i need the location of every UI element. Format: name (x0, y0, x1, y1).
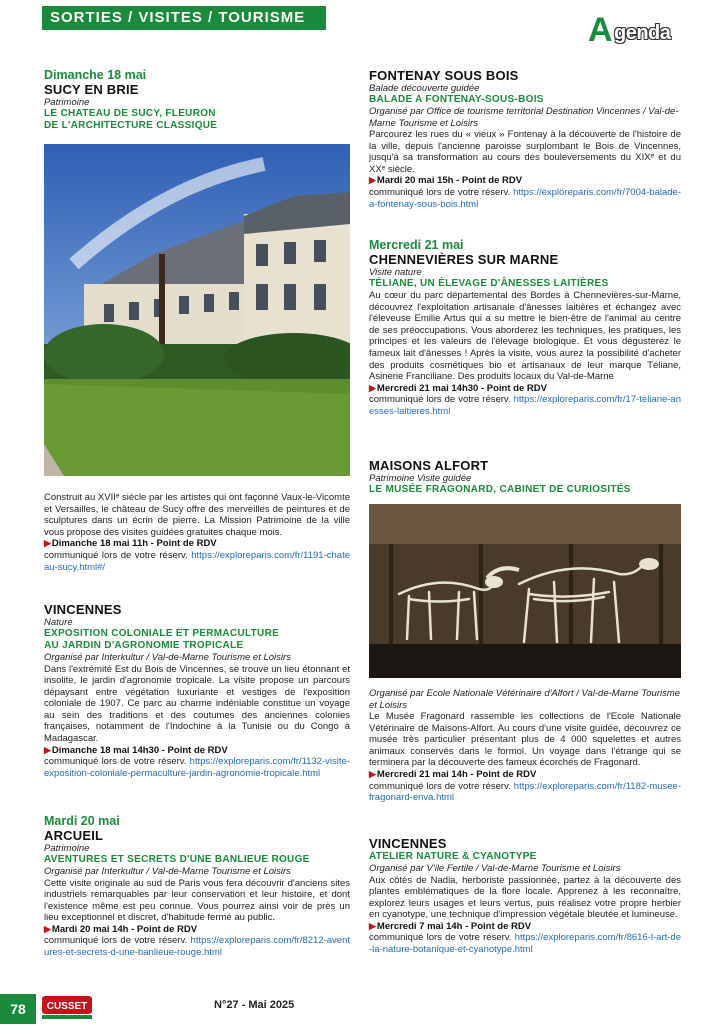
event-title: LE MUSÉE FRAGONARD, CABINET DE CURIOSITÉS (369, 484, 631, 495)
booking-text: communiqué lors de votre réserv. (369, 186, 511, 198)
triangle-icon: ▶ (369, 382, 376, 393)
event-category: Patrimoine Visite guidée (369, 473, 472, 484)
event-when-text: Dimanche 18 mai 11h - Point de RDV (51, 538, 217, 550)
event-organizer: Organisé par Interkultur / Val-de-Marne Tourisme et Loisirs (44, 652, 291, 663)
event-arcueil (44, 814, 350, 959)
event-when-text: Mercredi 21 mai 14h30 - Point de RDV (376, 382, 547, 394)
event-when-text: Mercredi 7 mai 14h - Point de RDV (376, 920, 532, 932)
event-description: Construit au XVIIᵉ siècle par les artistes qui ont façonné Vaux-le-Vicomte et Versailles, le château de Sucy offre des merveilles de peintures et de sculptures dans un écrin de pierre. La Mission Patrimoine de la ville vous propose des visites guidées gratuites chaque mois. (44, 492, 350, 538)
agenda-initial: A (588, 11, 613, 49)
section-banner: SORTIES / VISITES / TOURISME (42, 6, 326, 30)
booking-text: communiqué lors de votre réserv. (44, 549, 188, 561)
event-link[interactable]: https://exploreparis.com/fr/1191-chateau-sucy.html#/ (44, 549, 350, 573)
event-when (369, 769, 681, 781)
booking-text: communiqué lors de votre réserv. (44, 756, 187, 768)
event-when-text: Dimanche 18 mai 14h30 - Point de RDV (51, 744, 228, 756)
fragonard-photo (369, 504, 681, 678)
event-description: Parcourez les rues du « vieux » Fontenay à la découverte de l'histoire de la ville, depuis l'ancienne paroisse surplombant le Bois de Vincennes, jusqu'à sa transformation au cours des bouleversements du XIXᵉ et du XXᵉ siècle. (369, 129, 681, 175)
event-description: Au cœur du parc départemental des Bordes à Chennevières-sur-Marne, découvrez l'exploitation artisanale d'ânesses laitières et échangez avec l'éleveuse Emilie Artus qui a su mettre le bien-être de l'animal au centre de ses préoccupations. Vous aborderez les techniques, les pratiques, les principes et les valeurs de l'élevage biologique. Et vous dégusterez le fameux lait d'ânesses ! Après la visite, vous aurez la possibilité d'acheter des produits cosmétiques bio et artisanaux de leur marque Téliane, Asinerie Franciliane. Des produits locaux du Val-de-Marne (369, 290, 681, 383)
event-title: EXPOSITION COLONIALE ET PERMACULTURE (44, 628, 280, 639)
event-organizer: Organisé par Office de tourisme territorial Destination Vincennes / Val-de-Marne Tourisme et Loisirs (369, 106, 679, 129)
chateau-photo (44, 144, 350, 476)
event-date: Dimanche 18 mai (44, 68, 147, 82)
event-maisons-alfort-details (369, 688, 681, 804)
triangle-icon: ▶ (369, 768, 376, 779)
event-title: ATELIER NATURE & CYANOTYPE (369, 851, 537, 862)
triangle-icon: ▶ (369, 175, 376, 186)
event-category: Nature (44, 617, 73, 628)
booking-text: communiqué lors de votre réserv. (369, 932, 512, 944)
event-date: Mardi 20 mai (44, 814, 120, 828)
agenda-rest: genda (614, 22, 671, 44)
event-booking (44, 935, 350, 958)
event-when-text: Mercredi 21 mai 14h - Point de RDV (376, 768, 537, 780)
event-sucy (44, 68, 350, 132)
page-number: 78 (0, 994, 36, 1024)
event-link[interactable]: https://exploreparis.com/fr/7004-balade-a-fontenay-sous-bois.html (369, 186, 681, 210)
event-city: CHENNEVIÈRES SUR MARNE (369, 252, 559, 267)
event-description: Dans l'extrémité Est du Bois de Vincennes, se trouve un lieu étonnant et insolite, le jardin d'agronomie tropicale. La visite propose un parcours dépaysant entre végétation luxuriante et vestiges de l'exposition coloniale de 1907. Ce parc au charme indéniable constitue un voyage au sein des traditions et des coutumes des anciennes colonies françaises, notamment de l'Indochine à la Tunisie ou du Congo à Madagascar. (44, 663, 350, 745)
event-category: Patrimoine (44, 97, 90, 108)
booking-text: communiqué lors de votre réserv. (369, 780, 511, 792)
event-link[interactable]: https://exploreparis.com/fr/8212-aventures-et-secrets-d-une-banlieue-rouge.html (44, 935, 350, 959)
event-city: MAISONS ALFORT (369, 458, 489, 473)
event-city: VINCENNES (44, 602, 122, 617)
event-when (369, 921, 681, 933)
event-organizer: Organisé par V'ile Fertile / Val-de-Marne Tourisme et Loisirs (369, 863, 621, 874)
event-title: LE CHATEAU DE SUCY, FLEURON (44, 108, 216, 119)
event-date: Mercredi 21 mai (369, 238, 464, 252)
event-title: TÉLIANE, UN ÉLEVAGE D'ÂNESSES LAITIÈRES (369, 278, 609, 289)
event-when (44, 745, 350, 757)
event-sucy-details (44, 492, 350, 573)
event-booking (369, 781, 681, 804)
triangle-icon: ▶ (44, 744, 51, 755)
booking-text: communiqué lors de votre réserv. (44, 935, 188, 947)
event-category: Visite nature (369, 267, 422, 278)
triangle-icon: ▶ (369, 920, 376, 931)
agenda-logo (588, 12, 688, 48)
event-link[interactable]: https://exploreparis.com/fr/8616-l-art-de-la-nature-botanique-et-cyanotype.html (369, 932, 681, 956)
event-chennevieres (369, 238, 681, 418)
event-organizer: Organisé par Interkultur / Val-de-Marne Tourisme et Loisirs (44, 866, 291, 877)
event-when-text: Mardi 20 mai 15h - Point de RDV (376, 175, 523, 187)
svg-text:CUSSET: CUSSET (46, 1001, 88, 1012)
event-category: Balade découverte guidée (369, 83, 480, 94)
event-link[interactable]: https://exploreparis.com/fr/1132-visite-exposition-coloniale-permaculture-jardin-agronomie-tropicale.html (44, 756, 350, 779)
triangle-icon: ▶ (44, 923, 51, 934)
booking-text: communiqué lors de votre réserv. (369, 394, 511, 406)
issue-number: N°27 - Mai 2025 (214, 999, 295, 1011)
event-vincennes-jardin (44, 602, 350, 779)
event-fontenay (369, 68, 681, 210)
event-description: Cette visite originale au sud de Paris vous fera découvrir d'anciens sites industriels remarquables par leur conservation et leur histoire, et dont l'existence même est peu connue. Vous pourrez ainsi voir de près un lieu exceptionnel et discret, d'habitude fermé au public. (44, 877, 350, 924)
event-maisons-alfort (369, 458, 681, 496)
triangle-icon: ▶ (44, 538, 51, 549)
event-title: BALADE A FONTENAY-SOUS-BOIS (369, 94, 544, 105)
event-title: AU JARDIN D'AGRONOMIE TROPICALE (44, 640, 244, 651)
event-when-text: Mardi 20 mai 14h - Point de RDV (51, 923, 198, 935)
event-city: ARCUEIL (44, 828, 104, 843)
event-link[interactable]: https://exploreparis.com/fr/1182-musee-fragonard-enva.html (369, 780, 681, 804)
event-description: Le Musée Fragonard rassemble les collections de l'Ecole Nationale Vétérinaire de Maisons-Alfort. Au cours d'une visite guidée, découvrez ce musée très particulier présentant plus de 4 000 squelettes et autres animaux conservés dans le formol. Un voyage dans l'étrange qui se terminera par la découverte des fameux écorchés de Fragonard. (369, 711, 681, 769)
event-city: VINCENNES (369, 836, 447, 851)
event-booking (44, 756, 350, 779)
event-city: FONTENAY SOUS BOIS (369, 68, 519, 83)
event-description: Aux côtés de Nadia, herboriste passionnée, partez à la découverte des plantes emblématiques de la flore locale. Apprenez à les reconnaître, explorez leurs usages et leurs vertus, puis réalisez votre propre herbier en cyanotype, une technique d'impression végétale bleutée et lumineuse. (369, 874, 681, 921)
event-organizer: Organisé par Ecole Nationale Vétérinaire d'Alfort / Val-de-Marne Tourisme et Loisirs (369, 688, 681, 711)
event-when (369, 175, 681, 187)
event-booking (369, 187, 681, 210)
event-booking (369, 394, 681, 417)
event-when (44, 538, 350, 550)
event-city: SUCY EN BRIE (44, 82, 139, 97)
event-title: DE L'ARCHITECTURE CLASSIQUE (44, 120, 218, 131)
event-booking (44, 550, 350, 573)
event-when (369, 383, 681, 395)
event-category: Patrimoine (44, 843, 90, 854)
event-when (44, 924, 350, 936)
event-title: AVENTURES ET SECRETS D'UNE BANLIEUE ROUGE (44, 854, 310, 865)
magazine-logo (42, 994, 92, 1020)
event-vincennes-atelier (369, 836, 681, 956)
event-booking (369, 932, 681, 955)
event-link[interactable]: https://exploreparis.com/fr/17-teliane-anesses-laitieres.html (369, 394, 681, 417)
